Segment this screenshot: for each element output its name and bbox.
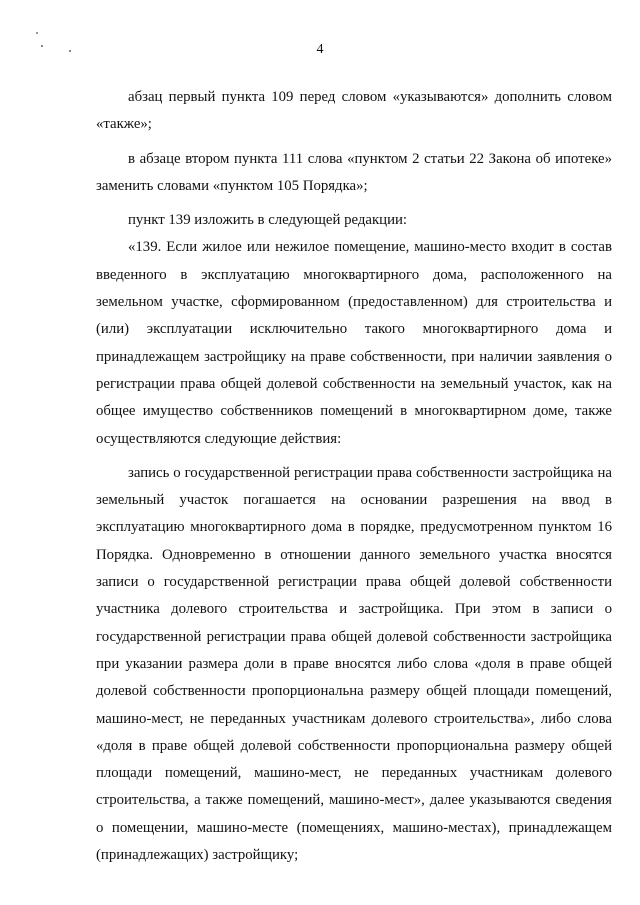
scan-speck [36, 32, 38, 34]
paragraph-amend-139-intro: пункт 139 изложить в следующей редакции: [128, 212, 408, 229]
page-number: 4 [316, 42, 324, 57]
paragraph-item-139: «139. Если жилое или нежилое помещение, машино-место входит в состав введенного в эксплуатацию многоквартирного дома, расположенного на земельном участке, сформированном (предоставленном) для строительства и (или) эксплуатации исключительно такого многоквартирного дома и принадлежащем застройщику на праве собственности, при наличии заявления о регистрации права общей долевой собственности на земельный участок, как на общее имущество собственников помещений в многоквартирном доме, также осуществляются следующие действия: [96, 239, 612, 447]
paragraph-registration-record: запись о государственной регистрации права собственности застройщика на земельный участок погашается на основании разрешения на ввод в эксплуатацию многоквартирного дома в порядке, предусмотренном пунктом 16 Порядка. Одновременно в отношении данного земельного участка вносятся записи о государственной регистрации права общей долевой собственности участника долевого строительства и застройщика. При этом в записи о государственной регистрации права общей долевой собственности застройщика при указании размера доли в праве вносятся либо слова «доля в праве общей долевой собственности пропорциональна размеру общей площади помещений, машино-мест, не переданных участникам долевого строительства», либо слова «доля в праве общей долевой собственности пропорциональна размеру общей площади помещений, машино-мест, не переданных участникам долевого строительства, а также помещений, машино-мест», далее указываются сведения о помещении, машино-месте (помещениях, машино-местах), принадлежащем (принадлежащих) застройщику; [96, 464, 612, 864]
document-body [96, 84, 612, 869]
paragraph-amend-111: в абзаце втором пункта 111 слова «пунктом 2 статьи 22 Закона об ипотеке» заменить словами «пунктом 105 Порядка»; [96, 150, 612, 194]
paragraph-amend-109: абзац первый пункта 109 перед словом «указываются» дополнить словом «также»; [96, 89, 612, 133]
